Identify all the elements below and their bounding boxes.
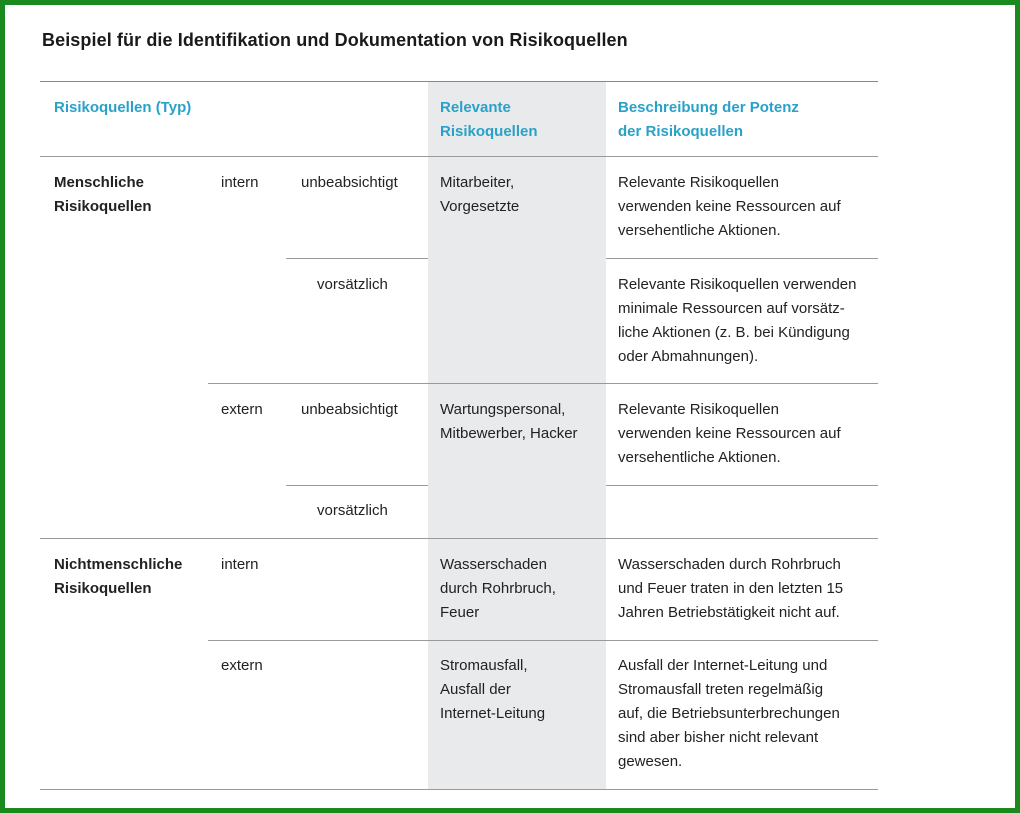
- intent-intentional: vorsätzlich: [317, 276, 388, 293]
- relevant-sources: Wasserschaden durch Rohrbruch, Feuer: [440, 556, 556, 621]
- row-divider: [606, 258, 878, 259]
- header-relevant: Relevante Risikoquellen: [440, 99, 538, 140]
- row-divider: [208, 383, 878, 384]
- risk-sources-table: [40, 81, 878, 790]
- row-divider: [606, 485, 878, 486]
- description: Wasserschaden durch Rohrbruch und Feuer traten in den letzten 15 Jahren Betriebstätigkeit nicht auf.: [618, 556, 844, 621]
- origin-extern: extern: [221, 657, 263, 674]
- row-divider: [286, 485, 428, 486]
- header-divider: [40, 156, 878, 157]
- header-type: Risikoquellen (Typ): [54, 99, 192, 116]
- description: Relevante Risikoquellen verwenden keine Ressourcen auf versehentliche Aktionen.: [618, 174, 841, 239]
- group-divider: [40, 538, 878, 539]
- row-divider: [208, 640, 878, 641]
- relevant-sources: Wartungspersonal, Mitbewerber, Hacker: [440, 401, 578, 442]
- page-title: Beispiel für die Identifikation und Dokumentation von Risikoquellen: [42, 30, 628, 50]
- category-nonhuman: Nichtmenschliche Risikoquellen: [54, 556, 183, 597]
- intent-unintentional: unbeabsichtigt: [301, 401, 398, 418]
- origin-extern: extern: [221, 401, 263, 418]
- table-bottom-rule: [40, 789, 878, 790]
- intent-intentional: vorsätzlich: [317, 502, 388, 519]
- intent-unintentional: unbeabsichtigt: [301, 174, 398, 191]
- category-human: Menschliche Risikoquellen: [54, 174, 152, 215]
- row-divider: [286, 258, 428, 259]
- description: Relevante Risikoquellen verwenden minimale Ressourcen auf vorsätz- liche Aktionen (z. B. bei Kündigung oder Abmahnungen).: [618, 276, 857, 365]
- description: Relevante Risikoquellen verwenden keine Ressourcen auf versehentliche Aktionen.: [618, 401, 841, 466]
- relevant-sources: Mitarbeiter, Vorgesetzte: [440, 174, 520, 215]
- relevant-sources: Stromausfall, Ausfall der Internet-Leitung: [440, 657, 546, 722]
- table-top-rule: [40, 81, 878, 82]
- origin-intern: intern: [221, 174, 259, 191]
- header-description: Beschreibung der Potenz der Risikoquellen: [618, 99, 799, 140]
- description: Ausfall der Internet-Leitung und Stromausfall treten regelmäßig auf, die Betriebsunterbrechungen sind aber bisher nicht relevant gewesen.: [618, 657, 840, 770]
- origin-intern: intern: [221, 556, 259, 573]
